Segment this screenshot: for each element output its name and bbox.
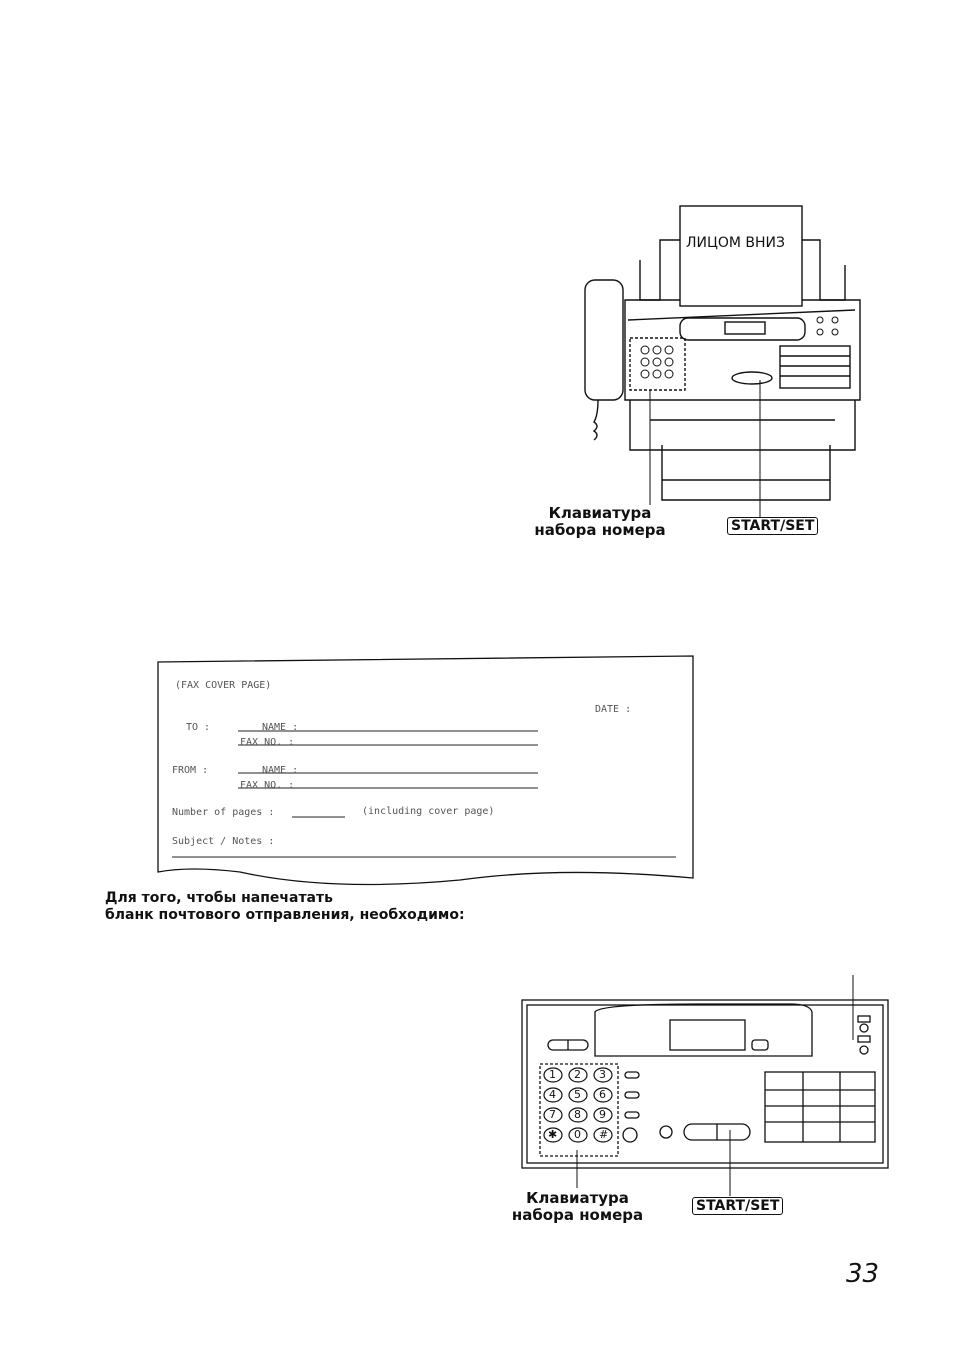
keypad2-callout: Клавиатура набора номера (511, 1189, 644, 1224)
one-touch-block-2 (765, 1072, 875, 1142)
lcd-display (670, 1020, 745, 1050)
to-name-label: NAME : (262, 722, 299, 733)
from-name-label: NAME : (262, 765, 299, 776)
key-2: 2 (574, 1068, 581, 1081)
key-5: 5 (574, 1088, 581, 1101)
to-label: TO : (186, 722, 211, 733)
paper-label: ЛИЦОМ ВНИЗ (686, 235, 785, 251)
pages-label: Number of pages : (172, 807, 275, 818)
key-8: 8 (574, 1108, 581, 1121)
to-fax-label: FAX NO. : (240, 737, 295, 748)
key-hash: # (599, 1128, 609, 1141)
key-4: 4 (549, 1088, 556, 1101)
key-0: 0 (574, 1128, 581, 1141)
key-3: 3 (599, 1068, 606, 1081)
from-label: FROM : (172, 765, 209, 776)
key-1: 1 (549, 1068, 556, 1081)
display-housing (595, 1004, 812, 1056)
subject-label: Subject / Notes : (172, 836, 275, 847)
panel-frame (522, 1000, 888, 1168)
key-star: ✱ (548, 1128, 558, 1141)
instruction-heading: Для того, чтобы напечатать бланк почтового отправления, необходимо: (105, 890, 465, 923)
key-7: 7 (549, 1108, 556, 1121)
page-number: 33 (846, 1259, 880, 1289)
keypad-callout: Клавиатура набора номера (534, 504, 666, 539)
start-set-key: START/SET (727, 517, 818, 535)
cover-header: (FAX COVER PAGE) (175, 680, 272, 691)
start-set-key-2: START/SET (692, 1197, 783, 1215)
pages-note: (including cover page) (362, 806, 495, 817)
key-9: 9 (599, 1108, 606, 1121)
date-label: DATE : (595, 704, 632, 715)
from-fax-label: FAX NO. : (240, 780, 295, 791)
key-6: 6 (599, 1088, 606, 1101)
